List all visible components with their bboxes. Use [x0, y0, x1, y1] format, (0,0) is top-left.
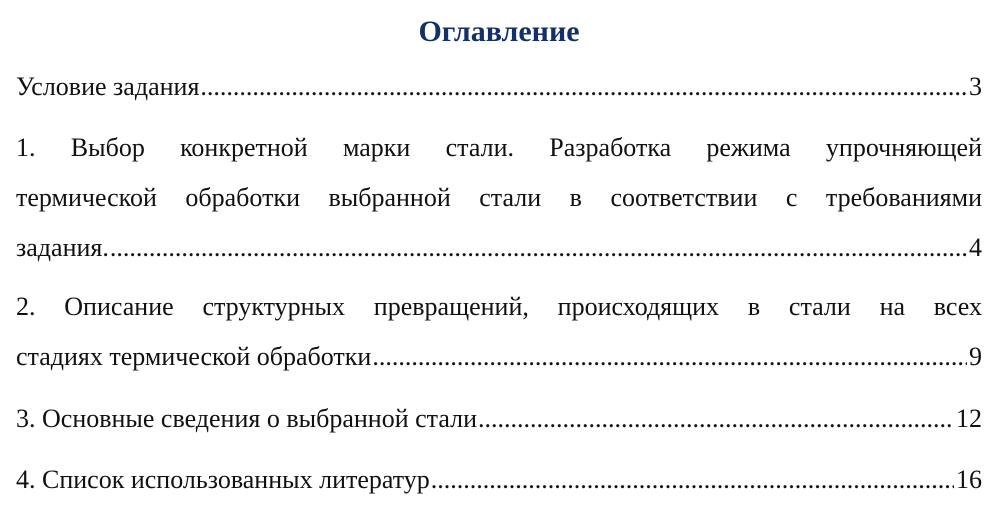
toc-entry-line: 2. Описание структурных превращений, происходящих в стали на всех	[16, 292, 982, 321]
toc-entry-text: Условие задания	[16, 72, 200, 101]
toc-page-number: 4	[969, 233, 982, 262]
toc-title: Оглавление	[418, 15, 580, 48]
dot-leader	[372, 332, 967, 382]
dot-leader	[200, 62, 967, 112]
toc-entry-last-line	[16, 332, 982, 382]
dot-leader	[478, 394, 954, 444]
toc-entry-line: термической обработки выбранной стали в соответствии с требованиями	[16, 183, 982, 212]
dot-leader	[431, 455, 954, 505]
toc-entry-section-3[interactable]	[16, 394, 982, 444]
toc-page-number: 16	[956, 465, 982, 494]
toc-entry-section-4[interactable]	[16, 455, 982, 505]
dot-leader	[110, 223, 967, 273]
toc-entry-section-1[interactable]	[16, 123, 982, 273]
toc-entry-line: 1. Выбор конкретной марки стали. Разработка режима упрочняющей	[16, 133, 982, 162]
toc-entry-text: задания.	[16, 233, 109, 262]
toc-page-number: 9	[969, 342, 982, 371]
toc-page-number: 12	[956, 404, 982, 433]
toc-page-number: 3	[969, 72, 982, 101]
toc-entry-text: стадиях термической обработки	[16, 342, 372, 371]
toc-entry-last-line	[16, 223, 982, 273]
toc-entry-section-2[interactable]	[16, 282, 982, 382]
toc-entry-conditions[interactable]	[16, 62, 982, 112]
toc-entry-text: 4. Список использованных литератур	[16, 465, 430, 494]
toc-entry-text: 3. Основные сведения о выбранной стали	[16, 404, 477, 433]
